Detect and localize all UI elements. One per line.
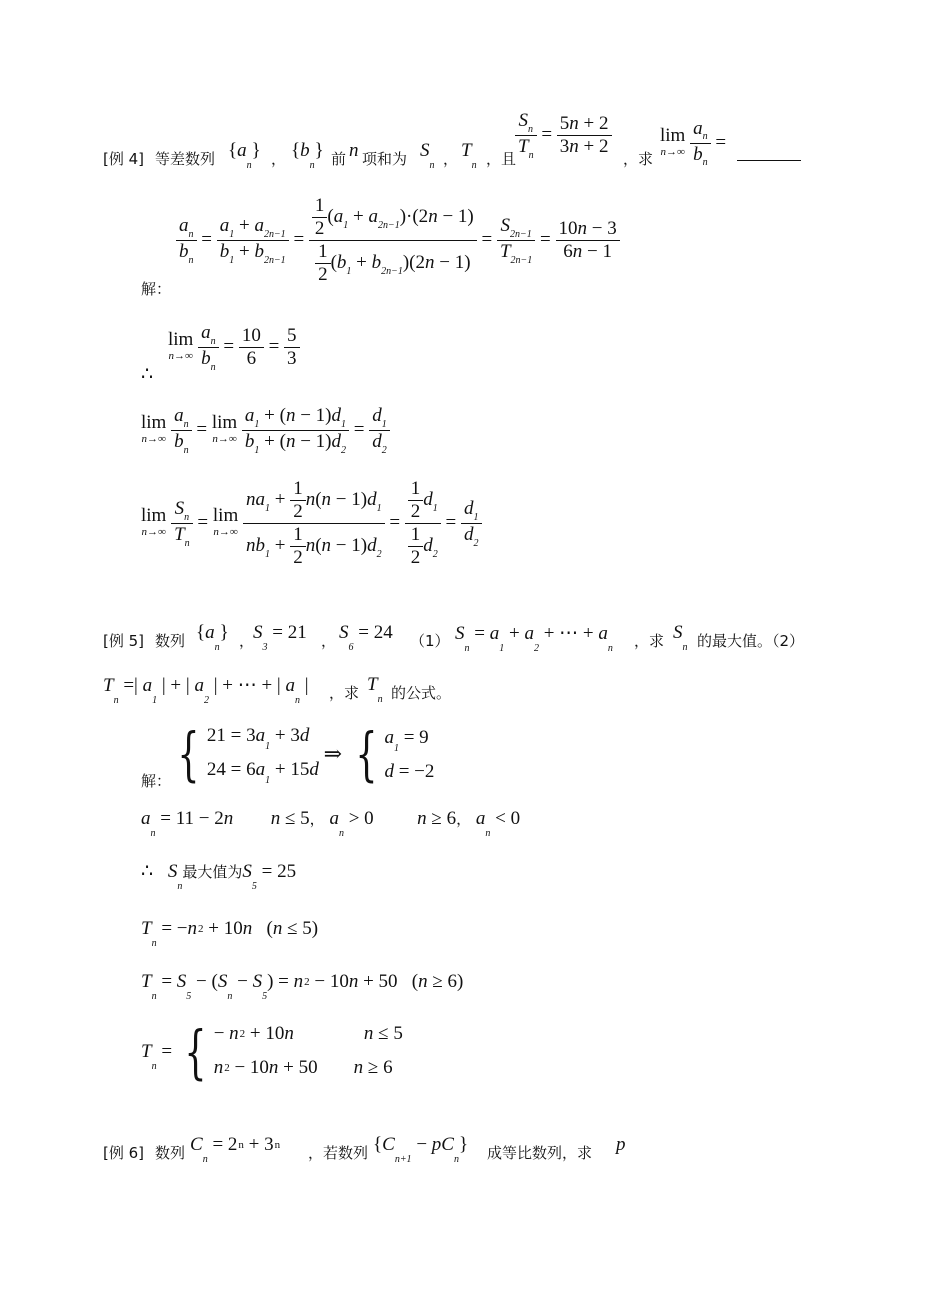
ex5-text: ，求 [634, 632, 665, 650]
math-Sn: $S_n$ [673, 622, 688, 653]
ex6-tag: [例 6] [103, 1144, 145, 1162]
math-limit-ask: lim n→∞ $\frac{a_n}{b_n}$ = [660, 118, 727, 168]
comma: ， [321, 632, 337, 650]
ex4-text: ，且 [486, 150, 517, 168]
ex4-text: 前 [331, 150, 347, 168]
ex5-Tn-le5: $T_n = -n2 + 10n$ (n ≤ 5) [141, 918, 319, 949]
ex5-tag: [例 5] [103, 632, 145, 650]
ex4-general-limit-ab: lim n→∞ $\frac{a_n}{b_n}$ = lim n→∞ $\frac{a_1 + (n - 1)d_1}{b_1 + (n - 1)d_2}$ = $\frac{d_1}{d_2}$ [141, 405, 390, 456]
ex5-text: 的最大值。（2） [697, 632, 805, 650]
ex4-text: 等差数列 [155, 150, 216, 168]
math-Tn: $T_n$ [367, 674, 383, 705]
math-Tn: $T_n$ [461, 140, 477, 171]
ex5-part1: （1） [410, 632, 450, 650]
ex4-tag: [例 4] [103, 150, 145, 168]
therefore-symbol: ∴ [141, 364, 154, 385]
math-n: n [349, 140, 359, 161]
math-seq-a: $\{a_n\}$ [228, 140, 261, 171]
ex4-limit-result: lim n→∞ $\frac{a_n}{b_n}$ = $\frac{10}{6}$ = $\frac{5}{3}$ [168, 322, 300, 373]
ex5-text: 数列 [155, 632, 186, 650]
ex5-an-formula: $a_n = 11 - 2n$ n ≤ 5， $a_n > 0$ n ≥ 6， $a_n < 0$ [141, 808, 521, 839]
math-seq-b: $\{b_n\}$ [291, 140, 324, 171]
ex5-text: ，求 [329, 684, 360, 702]
math-Tn-def: $T_n$ =| $a_1$ | + | $a_2$ | + ⋯ + | $a_n$ | [103, 675, 309, 706]
ex6-text: 成等比数列，求 [487, 1144, 593, 1162]
solution-label: 解： [141, 280, 172, 298]
answer-blank [737, 146, 801, 165]
ex5-header [103, 620, 863, 654]
math-Sn-sum: $S_n = a_1 + a_2$ + ⋯ + $a_n$ [455, 623, 613, 654]
math-S3: $S_3 = 21$ [253, 622, 307, 653]
ex5-header-line2 [103, 672, 523, 706]
ex4-text: 项和为 [362, 150, 408, 168]
math-ratio-given: $\frac{S_n}{T_n}$ = $\frac{5n + 2}{3n + 2}$ [515, 110, 612, 161]
therefore-symbol: ∴ [141, 861, 154, 882]
ex5-text: 的公式。 [391, 684, 452, 702]
ex6-header [103, 1132, 663, 1165]
ex4-text: ，求 [623, 150, 654, 168]
math-Sn: $S_n$ [420, 140, 435, 171]
comma: ， [271, 150, 287, 168]
ex6-text: ，若数列 [308, 1144, 369, 1162]
math-seq-C: $\{C_{n+1} - pC_n\}$ [373, 1134, 469, 1165]
ex6-text: 数列 [155, 1144, 186, 1162]
ex5-text: 最大值为 [182, 863, 243, 881]
ex5-system: { $21 = 3a_1 + 3d$ $24 = 6a_1 + 15d$ ⇒ { $a_1 = 9$ d = −2 [177, 720, 435, 788]
ex5-max-value: ∴ $S_n$最大值为$S_5 = 25$ [141, 861, 297, 892]
math-seq-a: $\{a_n\}$ [196, 622, 229, 653]
ex5-Tn-ge6: $T_n = S_5 - (S_n - S_5) = n2 - 10n + 50$ (n ≥ 6) [141, 971, 464, 1002]
ex4-solution-eq1: $\frac{a_n}{b_n}$ = $\frac{a_1 + a_{2n-1}}{b_1 + b_{2n-1}}$ = $\frac{1}{2}$ $(a_1 + a_{2n-1})\cdot(2n - 1)$ $\frac{1}{2}$ $(b_1 + b_{2n-1})(2n - 1)$ = $\frac{S_{2n-1}}{T_{2n-1}}$ = $\frac{10n - 3}{6n - 1}$ [176, 195, 620, 286]
ex5-Tn-piecewise: $T_n$ = { − n2 + 10n n ≤ 5 n2 − 10n + 50 n ≥ 6 [141, 1018, 403, 1086]
comma: ， [443, 150, 459, 168]
comma: ， [239, 632, 255, 650]
math-S6: $S_6 = 24$ [339, 622, 393, 653]
math-Cn-def: $C_n = 2n + 3n$ [190, 1134, 281, 1165]
solution-label: 解： [141, 772, 172, 790]
ex4-general-limit-ST: lim n→∞ $\frac{S_n}{T_n}$ = lim n→∞ $na_1$ + $\frac{1}{2}$ $n(n - 1)d_1$ $nb_1$ + $\frac{1}{2}$ $n(n - 1)d_2$ = $\frac{1}{2}$ $d_1$ $\frac{1}{2}$ $d_2$ = $\frac{d_1}{d_2}$ [141, 478, 482, 569]
math-p: p [616, 1134, 626, 1155]
